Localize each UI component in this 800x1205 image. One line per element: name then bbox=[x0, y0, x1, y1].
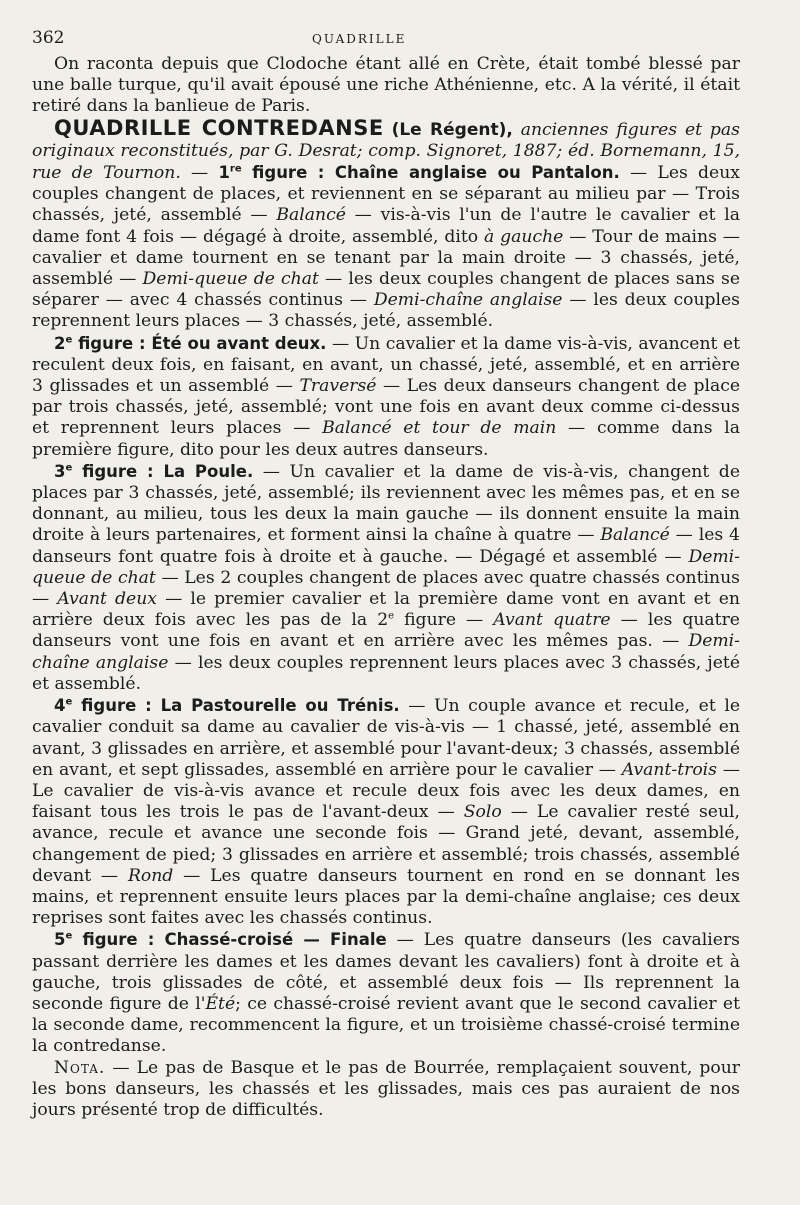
figure-5-paragraph: 5e figure : Chassé-croisé — Finale — Les quatre danseurs (les cavaliers passant derrière les dames et les dames devant les cavaliers) font à droite et à gauche, trois glissades de côté, et assemblé deux fois — Ils reprennent la seconde figure de l'Été; ce chassé-croisé revient avant que le second cavalier et la seconde dame, recommencent la figure, et un troisième chassé-croisé termine la contredanse. bbox=[32, 930, 740, 1057]
figure-3-heading: 3e figure : La Poule. bbox=[54, 461, 254, 481]
page-header bbox=[32, 28, 740, 54]
body-text bbox=[32, 54, 740, 1121]
figure-3-paragraph: 3e figure : La Poule. — Un cavalier et la dame de vis-à-vis, changent de places par 3 chassés, jeté, assemblé; ils reviennent avec les mêmes pas, et en se donnant, au milieu, tous les deux la main gauche — ils donnent ensuite la main droite à leurs partenaires, et forment ainsi la chaîne à quatre — Balancé — les 4 danseurs font quatre fois à droite et à gauche. — Dégagé et assemblé — Demi-queue de chat — Les 2 couples changent de places avec quatre chassés continus — Avant deux — le premier cavalier et la première dame vont en avant et en arrière deux fois avec les pas de la 2e figure — Avant quatre — les quatre danseurs vont une fois en avant et en arrière avec les mêmes pas. — Demi-chaîne anglaise — les deux couples reprennent leurs places avec 3 chassés, jeté et assemblé. bbox=[32, 461, 740, 694]
figure-1-heading: 1re figure : Chaîne anglaise ou Pantalon. bbox=[218, 163, 620, 183]
page-number: 362 bbox=[32, 28, 65, 48]
section-subtitle: anciennes figures et pas originaux reconstitués, par G. Desrat; comp. Signoret, 1887; éd. Bornemann, 15, rue de Tournon. bbox=[32, 119, 741, 184]
section-title: QUADRILLE CONTREDANSE bbox=[54, 115, 384, 140]
section-title-suffix: (Le Régent), bbox=[391, 119, 513, 140]
section-heading-paragraph: QUADRILLE CONTREDANSE (Le Régent), anciennes figures et pas originaux reconstitués, par G. Desrat; comp. Signoret, 1887; éd. Bornemann, 15, rue de Tournon. — 1re figure : Chaîne anglaise ou Pantalon. — Les deux couples changent de places, et reviennent en se séparant au milieu par — Trois chassés, jeté, assemblé — Balancé — vis-à-vis l'un de l'autre le cavalier et la dame font 4 fois — dégagé à droite, assemblé, dito à gauche — Tour de mains — cavalier et dame tournent en se tenant par la main droite — 3 chassés, jeté, assemblé — Demi-queue de chat — les deux couples changent de places sans se séparer — avec 4 chassés continus — Demi-chaîne anglaise — les deux couples reprennent leurs places — 3 chassés, jeté, assemblé. bbox=[32, 115, 741, 332]
nota-text: — Le pas de Basque et le pas de Bourrée, remplaçaient souvent, pour les bons danseurs, les chassés et les glissades, mais ces pas auraient de nos jours présenté trop de difficultés. bbox=[32, 1057, 740, 1120]
figure-2-heading: 2e figure : Été ou avant deux. bbox=[54, 333, 327, 353]
running-head: QUADRILLE bbox=[312, 32, 407, 46]
nota-label: Nota. bbox=[54, 1057, 106, 1078]
figure-2-paragraph: 2e figure : Été ou avant deux. — Un cavalier et la dame vis-à-vis, avancent et reculent deux fois, en faisant, en avant, un chassé, jeté, assemblé, et en arrière 3 glissades et un assemblé — Traversé — Les deux danseurs changent de place par trois chassés, jeté, assemblé; vont une fois en avant deux comme ci-dessus et reprennent leurs places — Balancé et tour de main — comme dans la première figure, dito pour les deux autres danseurs. bbox=[32, 333, 741, 460]
figure-4-heading: 4e figure : La Pastourelle ou Trénis. bbox=[54, 696, 400, 716]
figure-4-paragraph: 4e figure : La Pastourelle ou Trénis. — Un couple avance et recule, et le cavalier conduit sa dame au cavalier de vis-à-vis — 1 chassé, jeté, assemblé en avant, 3 glissades en arrière, et assemblé pour l'avant-deux; 3 chassés, assemblé en avant, et sept glissades, assemblé en arrière pour le cavalier — Avant-trois — Le cavalier de vis-à-vis avance et recule deux fois avec les deux dames, en faisant tous les trois le pas de l'avant-deux — Solo — Le cavalier resté seul, avance, recule et avance une seconde fois — Grand jeté, devant, assemblé, changement de pied; 3 glissades en arrière et assemblé; trois chassés, assemblé devant — Rond — Les quatre danseurs tournent en rond en se donnant les mains, et reprennent ensuite leurs places par la demi-chaîne anglaise; ces deux reprises sont faites avec les chassés continus. bbox=[32, 696, 740, 929]
nota-paragraph bbox=[32, 1058, 740, 1122]
figure-5-heading: 5e figure : Chassé-croisé — Finale bbox=[54, 930, 387, 950]
section-dash: — bbox=[180, 163, 219, 184]
intro-paragraph: On raconta depuis que Clodoche étant allé en Crète, était tombé blessé par une balle turque, qu'il avait épousé une riche Athénienne, etc. A la vérité, il était retiré dans la banlieue de Paris. bbox=[32, 54, 740, 117]
